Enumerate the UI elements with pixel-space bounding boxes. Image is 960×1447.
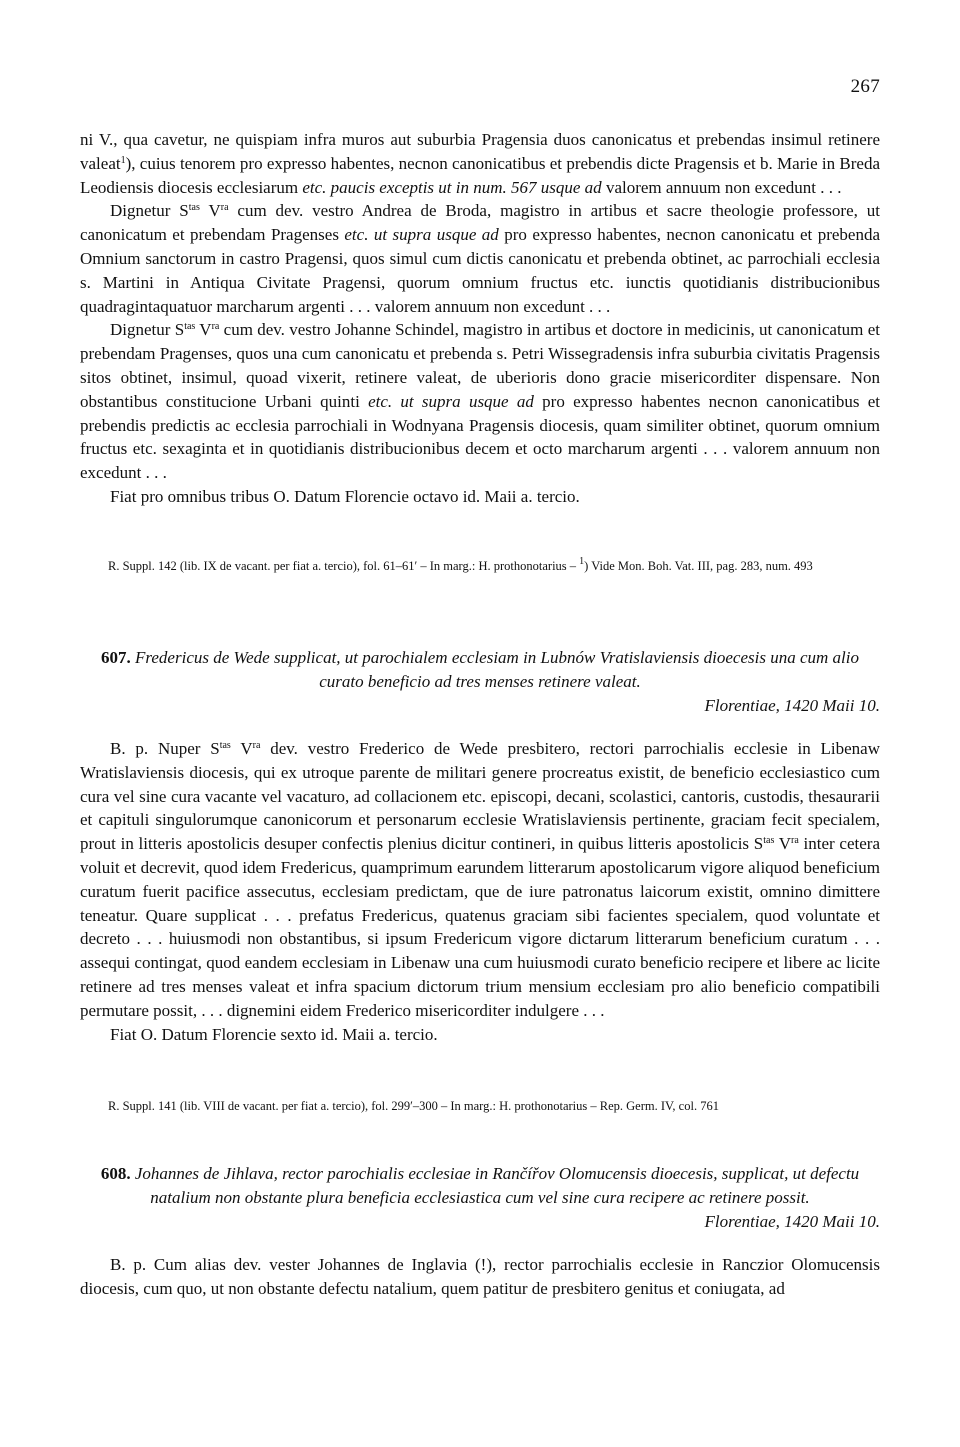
footnote-marker: 1 <box>579 556 585 567</box>
document-608-body <box>80 1253 880 1301</box>
paragraph <box>80 128 880 199</box>
superscript: ra <box>791 835 799 847</box>
text: ni V., qua cavetur, ne quispiam infra muros aut suburbia Pragensia duos canonicatus et prebendas insimul retinere valeat <box>80 130 880 173</box>
superscript: ra <box>252 740 261 751</box>
superscript: ra <box>220 202 229 214</box>
text: V <box>195 320 212 340</box>
document-heading <box>80 1162 880 1210</box>
text: pro expresso habentes necnon canonicatibus et prebendis predictis ac ecclesia parrochiali in Wodnyana Pragensis diocesis, quam similiter obtinet, quorum omnium fructus etc. sexaginta et in quotidianis distribucionibus decem et octo marcharum argenti . . . valorem annuum non excedunt . . . <box>80 391 881 483</box>
text: ) Vide Mon. Boh. Vat. III, pag. 283, num. 493 <box>584 559 813 573</box>
superscript: tas <box>184 321 196 333</box>
italic-text: etc. ut supra usque ad <box>344 225 499 245</box>
paragraph: B. p. Cum alias dev. vester Johannes de Inglavia (!), rector parrochialis ecclesie in Ranczior Olomucensis diocesis, cum quo, ut non obstante defectu natalium, quem patitur de presbitero genitus et coniugata, ad <box>80 1255 880 1298</box>
document-606-continuation <box>80 128 880 509</box>
document-number: 607. <box>101 648 131 667</box>
text: V <box>230 739 253 758</box>
superscript: tas <box>219 740 231 751</box>
document-607-body <box>80 737 880 1046</box>
text: V <box>774 834 792 854</box>
document-heading <box>80 646 880 694</box>
text: cum dev. vestro Andrea de Broda, magistro in artibus et sacre theologie professore, ut canonicatum et prebendam Pragenses <box>80 201 880 245</box>
text: pro expresso habentes, necnon canonicatu et prebenda Omnium sanctorum in castro Pragensi, quos simul cum dictis canonicatu et prebenda obtinet, ac parrochiali ecclesia s. Martini in Antiqua Civitate Pragensi, quorum omnium fructus etc. iunctis quotidianis distribucionibus quadragintaquatuor marcharum argenti . . . valorem annuum non excedunt . . . <box>80 225 880 316</box>
text: inter cetera voluit et decrevit, quod idem Fredericus, quamprimum earundem litterarum apostolicarum vigore aliquod beneficium curatum fuerit pacifice assecutus, ecclesiam predictam, que de iure patronatus laicorum existit, omnino dimittere teneatur. Quare supplicat . . . prefatus Fredericus, quatenus graciam sibi facientes specialem, quod voluntate et decreto . . . huiusmodi non obstantibus, si ipsum Fredericum vigore dictarum litterarum beneficium curatum . . . assequi contingat, quod eandem ecclesiam in Libenaw una cum huiusmodi curato beneficio recipere et libere ac licite retinere ad tres menses valeat et infra spacium dictorum trium mensium ecclesiam pro alio beneficio compatibili permutare possit, . . . dignemini eidem Frederico misericorditer indulgere . . . <box>80 834 880 1020</box>
paragraph <box>80 199 880 318</box>
place-date: Florentiae, 1420 Maii 10. <box>704 1212 880 1231</box>
text: R. Suppl. 142 (lib. IX de vacant. per fiat a. tercio), fol. 61–61′ – In marg.: H. prothonotarius – <box>108 559 580 573</box>
italic-text: etc. ut supra usque ad <box>368 391 534 411</box>
document-608-header <box>80 1162 880 1234</box>
archival-note <box>80 1096 880 1116</box>
text: B. p. Nuper S <box>110 739 220 758</box>
paragraph: Fiat pro omnibus tribus O. Datum Florencie octavo id. Maii a. tercio. <box>110 486 580 506</box>
page-number: 267 <box>850 76 880 97</box>
footnote-marker: 1 <box>120 154 126 166</box>
text: cum dev. vestro Johanne Schindel, magistro in artibus et doctore in medicinis, ut canonicatum et prebendam Pragenses, quos una cum canonicatu et prebenda s. Petri Wissegradensis infra suburbia civitatis Pragensis sitos obtinet, insimul, quoad vixerit, retinere valeat, de uberioris dono gracie misericorditer dispensare. Non obstantibus constitucione Urbani quinti <box>80 320 880 411</box>
superscript: tas <box>188 202 200 214</box>
archival-note <box>80 556 880 576</box>
note-text: R. Suppl. 141 (lib. VIII de vacant. per fiat a. tercio), fol. 299′–300 – In marg.: H. prothonotarius – Rep. Germ. IV, col. 761 <box>108 1099 719 1113</box>
document-number: 608. <box>100 1164 131 1183</box>
text: V <box>199 201 221 221</box>
superscript: tas <box>763 835 775 847</box>
paragraph: Fiat O. Datum Florencie sexto id. Maii a. tercio. <box>110 1024 438 1044</box>
paragraph <box>80 737 880 1023</box>
document-title: Fredericus de Wede supplicat, ut parochialem ecclesiam in Lubnów Vratislaviensis dioecesis una cum alio curato beneficio ad tres menses retinere valeat. <box>130 648 859 691</box>
text: valorem annuum non excedunt . . . <box>601 177 842 197</box>
text: Dignetur S <box>110 201 189 221</box>
document-title: Johannes de Jihlava, rector parochialis ecclesiae in Rančířov Olomucensis dioecesis, supplicat, ut defectu natalium non obstante plura beneficia ecclesiastica cum vel sine cura recipere ac retinere possit. <box>130 1164 860 1207</box>
note-text <box>80 556 880 576</box>
text: dev. vestro Frederico de Wede presbitero, rectori parrochialis ecclesie in Libenaw Wratislaviensis diocesis, qui ex utroque parente de militari genere procreatus existit, de beneficio ecclesiastico cum cura vel sine cura vacante vel vacaturo, ad collacionem etc. episcopi, decani, scolastici, cantoris, custodis, thesaurarii et capituli singulorumque canonicorum et personarum ecclesie Wratislaviensis pertinente, graciam fecit specialem, prout in litteris apostolicis desuper confectis plenius dicitur contineri, in quibus litteris apostolicis S <box>80 739 880 854</box>
text: Dignetur S <box>110 320 185 340</box>
document-607-header <box>80 646 880 718</box>
text: ), cuius tenorem pro expresso habentes, necnon canonicatibus et prebendis dicte Pragensis et b. Marie in Breda Leodiensis diocesis ecclesiarum <box>80 153 880 197</box>
paragraph <box>80 318 880 485</box>
place-date: Florentiae, 1420 Maii 10. <box>704 696 880 715</box>
italic-text: etc. paucis exceptis ut in num. 567 usque ad <box>302 177 602 197</box>
superscript: ra <box>211 321 220 333</box>
